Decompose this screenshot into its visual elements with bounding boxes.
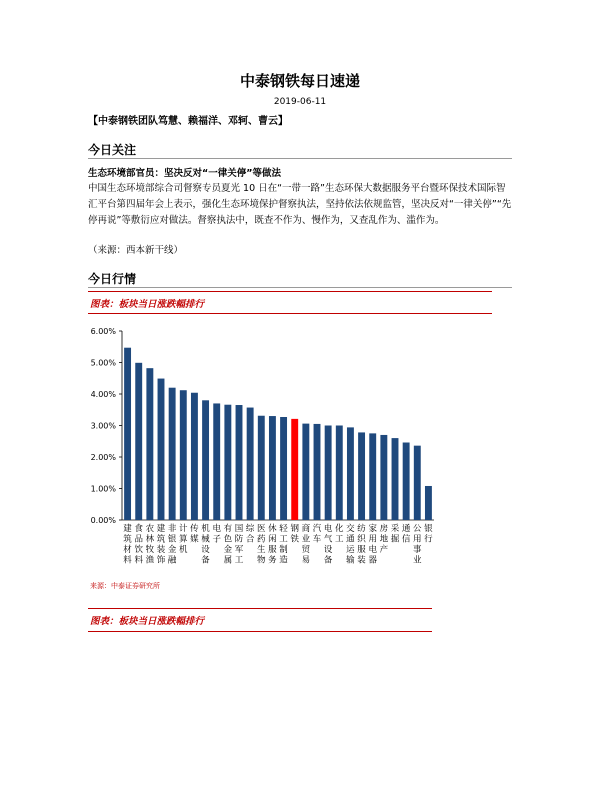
bar bbox=[336, 426, 343, 521]
y-tick-label: 3.00% bbox=[90, 421, 116, 431]
x-tick-label: 银行 bbox=[424, 524, 433, 545]
bar bbox=[213, 403, 220, 520]
x-tick-label: 建筑材料 bbox=[123, 524, 132, 566]
figure2-top-rule bbox=[88, 608, 432, 609]
bar bbox=[414, 446, 421, 520]
x-tick-label: 采掘 bbox=[390, 524, 400, 545]
x-tick-label: 建筑装饰 bbox=[156, 524, 166, 566]
x-tick-label: 电子 bbox=[212, 524, 221, 545]
x-tick-label: 休闲服务 bbox=[268, 524, 277, 566]
x-tick-label: 医药生物 bbox=[257, 524, 266, 566]
bar bbox=[347, 427, 354, 520]
x-tick-label: 商业贸易 bbox=[301, 524, 311, 566]
y-tick-label: 1.00% bbox=[90, 484, 116, 494]
bar bbox=[380, 435, 387, 520]
y-tick-label: 0.00% bbox=[90, 516, 116, 525]
x-tick-label: 机械设备 bbox=[201, 524, 210, 566]
x-tick-label: 有色金属 bbox=[223, 524, 233, 566]
bar bbox=[247, 408, 254, 520]
bar bbox=[146, 368, 153, 520]
figure2-label: 图表：板块当日涨跌幅排行 bbox=[90, 616, 205, 627]
bar bbox=[425, 486, 432, 520]
bar bbox=[135, 363, 142, 520]
x-tick-label: 电气设备 bbox=[323, 524, 333, 566]
news-title: 生态环境部官员：坚决反对“一律关停”等做法 bbox=[88, 168, 281, 179]
x-tick-label: 交通运输 bbox=[346, 524, 355, 566]
y-tick-label: 6.00% bbox=[90, 327, 116, 336]
x-tick-label: 综合 bbox=[245, 524, 255, 545]
market-heading: 今日行情 bbox=[88, 272, 137, 286]
x-tick-label: 非银金融 bbox=[167, 524, 177, 566]
bar bbox=[236, 405, 243, 520]
report-date: 2019-06-11 bbox=[273, 97, 327, 107]
team-line: 【中泰钢铁团队笃慧、赖福洋、邓轲、曹云】 bbox=[88, 116, 288, 127]
y-tick-label: 2.00% bbox=[90, 453, 116, 462]
x-tick-label: 家用电器 bbox=[368, 524, 377, 566]
news-source: （来源：西本新干线） bbox=[88, 245, 184, 256]
x-tick-label: 汽车 bbox=[312, 524, 322, 545]
figure2-bottom-rule bbox=[88, 631, 432, 632]
focus-heading: 今日关注 bbox=[88, 143, 137, 157]
x-tick-label: 计算机 bbox=[179, 524, 188, 555]
bar bbox=[124, 348, 131, 520]
x-tick-label: 农林牧渔 bbox=[145, 524, 155, 566]
bar bbox=[169, 388, 176, 520]
bar bbox=[258, 416, 265, 520]
bar bbox=[302, 424, 309, 520]
x-tick-label: 钢铁 bbox=[290, 524, 299, 545]
bar bbox=[280, 417, 287, 520]
bar bbox=[269, 416, 276, 520]
bar bbox=[325, 426, 332, 521]
bar bbox=[191, 393, 198, 520]
chart-source: 来源：中泰证券研究所 bbox=[90, 582, 160, 590]
x-tick-label: 食品饮料 bbox=[134, 524, 143, 566]
bar bbox=[403, 443, 410, 520]
bar bbox=[224, 405, 231, 520]
x-tick-label: 轻工制造 bbox=[279, 524, 288, 566]
bar bbox=[392, 438, 399, 520]
x-tick-label: 房地产 bbox=[379, 524, 389, 555]
x-tick-label: 公用事业 bbox=[413, 524, 422, 566]
bar bbox=[158, 379, 165, 520]
bar bbox=[180, 390, 187, 520]
figure1-label: 图表：板块当日涨跌幅排行 bbox=[90, 299, 205, 310]
bar bbox=[202, 400, 209, 520]
bar-highlight bbox=[291, 419, 298, 520]
x-tick-label: 化工 bbox=[335, 524, 344, 545]
x-tick-label: 传媒 bbox=[190, 524, 199, 545]
x-tick-label: 国防军工 bbox=[234, 524, 244, 566]
news-body: 中国生态环境部综合司督察专员夏光 10 日在“一带一路”生态环保大数据服务平台暨环保技术国际智汇平台第四届年会上表示，强化生态环境保护督察执法，坚持依法依规监管，坚决反对“一律关停”“先停再说”等敷衍应对做法。督察执法中，既查不作为、慢作为，又查乱作为、滥作为。 bbox=[88, 183, 512, 226]
bar bbox=[314, 424, 321, 520]
y-tick-label: 4.00% bbox=[90, 390, 116, 399]
x-tick-label: 纺织服装 bbox=[357, 524, 366, 566]
bar bbox=[369, 433, 376, 520]
x-tick-label: 通信 bbox=[401, 524, 411, 545]
report-title: 中泰钢铁每日速递 bbox=[239, 72, 360, 90]
bar bbox=[358, 432, 365, 520]
y-tick-label: 5.00% bbox=[90, 358, 116, 368]
